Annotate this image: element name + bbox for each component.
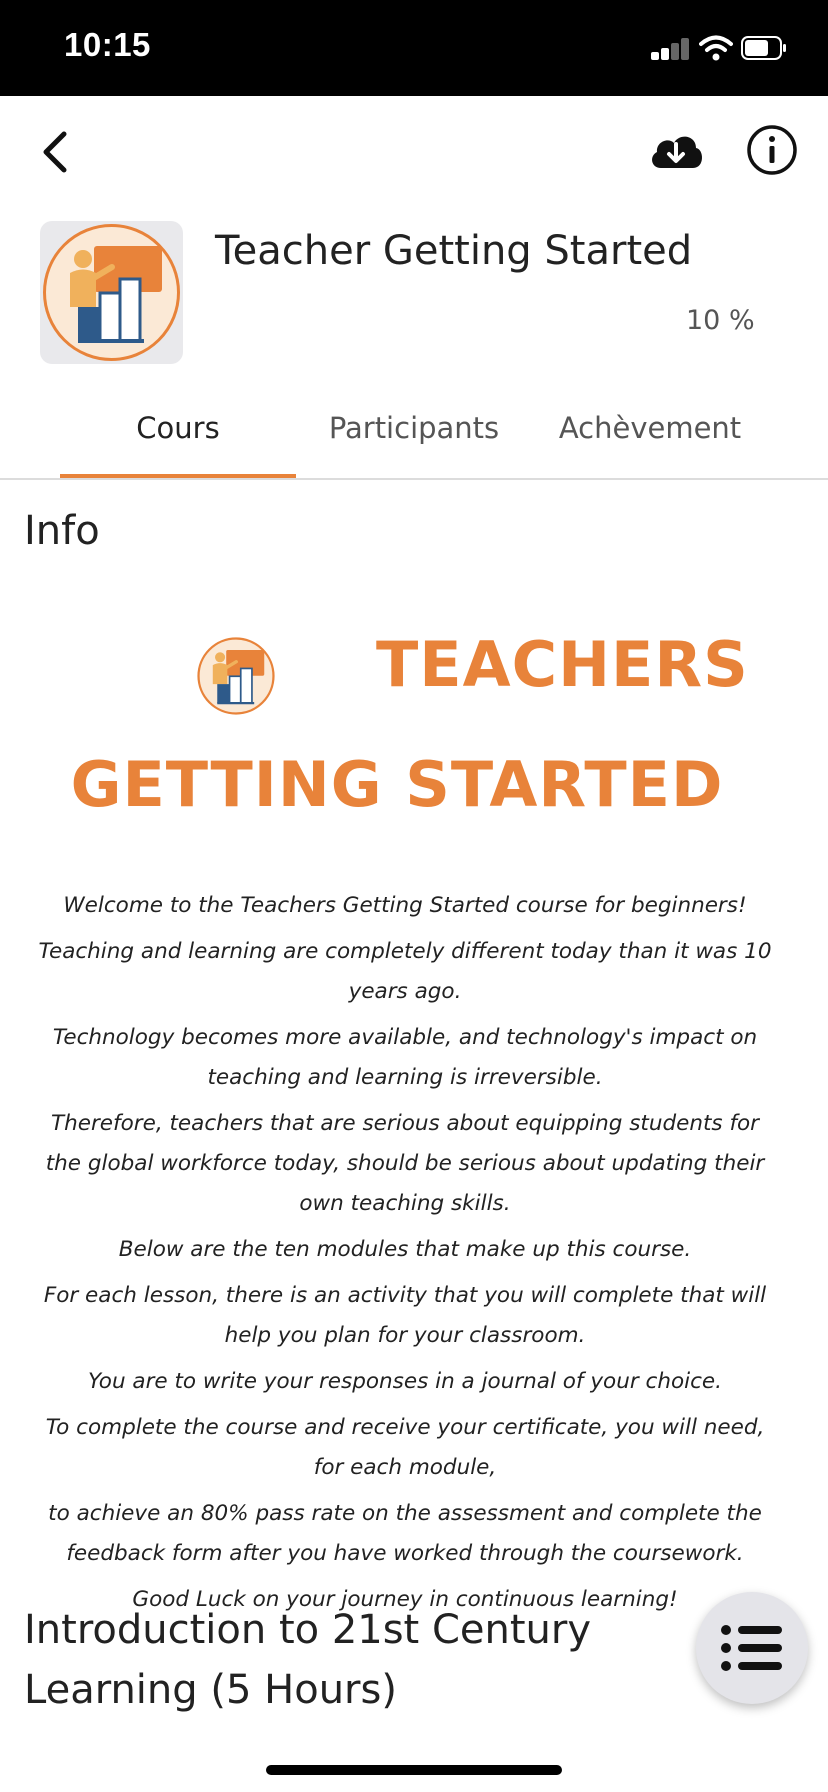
tab-participants[interactable]: Participants <box>328 411 500 445</box>
tab-achevement[interactable]: Achèvement <box>558 411 742 445</box>
status-time: 10:15 <box>64 26 151 63</box>
cloud-download-icon[interactable] <box>646 124 706 180</box>
banner-title-line1: TEACHERS <box>376 628 749 701</box>
description-paragraph: Therefore, teachers that are serious about equipping students for the global workforce today, should be serious about updating their own teaching skills. <box>45 1111 765 1216</box>
wifi-icon <box>699 34 733 62</box>
description-paragraph: Teaching and learning are completely different today than it was 10 years ago. <box>38 939 772 1004</box>
course-title: Teacher Getting Started <box>215 228 693 274</box>
course-progress: 10 % <box>686 305 755 336</box>
description-paragraph: You are to write your responses in a journal of your choice. <box>88 1369 722 1394</box>
course-description <box>30 886 780 1626</box>
description-paragraph: To complete the course and receive your certificate, you will need, for each module, <box>45 1415 765 1480</box>
course-tabs <box>0 380 828 480</box>
next-section-title[interactable]: Introduction to 21st Century Learning (5 Hours) <box>24 1607 591 1713</box>
banner-title-line2: GETTING STARTED <box>70 748 724 821</box>
description-paragraph: For each lesson, there is an activity that you will complete that will help you plan for your classroom. <box>43 1283 767 1348</box>
description-paragraph: Below are the ten modules that make up this course. <box>118 1237 692 1262</box>
status-bar <box>0 0 828 96</box>
chevron-left-icon[interactable] <box>34 124 84 180</box>
course-index-button[interactable] <box>696 1592 808 1704</box>
cellular-signal-icon <box>651 38 691 60</box>
description-paragraph: Technology becomes more available, and technology's impact on teaching and learning is irreversible. <box>52 1025 758 1090</box>
course-image <box>40 221 183 364</box>
home-indicator <box>266 1765 562 1775</box>
teacher-presentation-icon <box>40 221 183 364</box>
section-title: Info <box>24 508 100 554</box>
description-paragraph: Welcome to the Teachers Getting Started course for beginners! <box>63 893 747 918</box>
tab-cours[interactable]: Cours <box>60 380 296 476</box>
description-paragraph: Good Luck on your journey in continuous learning! <box>132 1587 678 1612</box>
teacher-presentation-icon <box>196 636 276 716</box>
top-app-bar <box>0 96 828 206</box>
battery-icon <box>741 36 787 60</box>
description-paragraph: to achieve an 80% pass rate on the assessment and complete the feedback form after you have worked through the coursework. <box>48 1501 762 1566</box>
list-icon <box>720 1622 784 1674</box>
info-circle-icon[interactable] <box>744 122 800 178</box>
